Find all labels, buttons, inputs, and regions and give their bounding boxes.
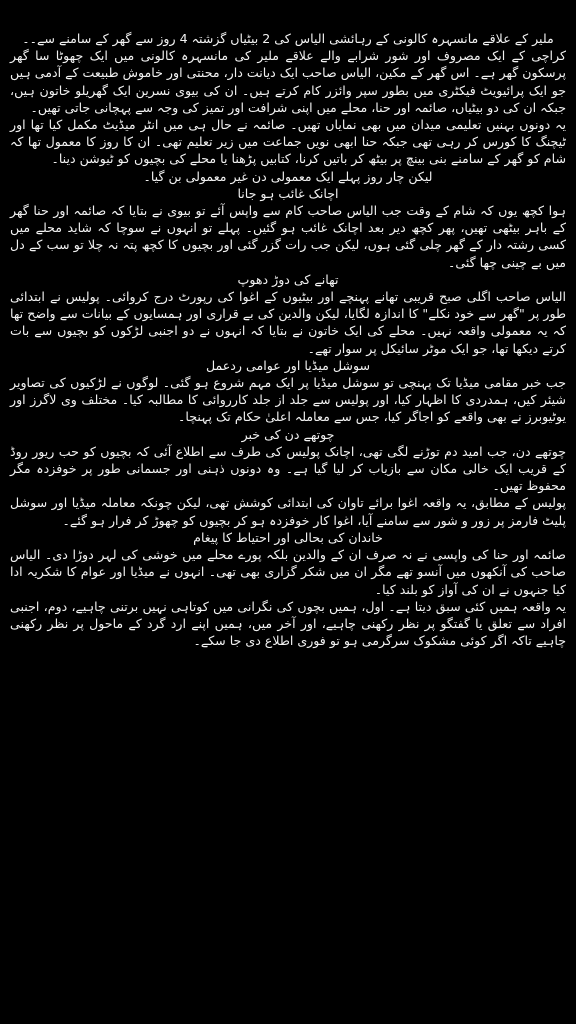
section-heading: اچانک غائب ہو جانا — [237, 185, 339, 201]
section-paragraph: پولیس کے مطابق، یہ واقعہ اغوا برائے تاوان کی ابتدائی کوشش تھی، لیکن چونکہ معاملہ میڈیا اور سوشل پلیٹ فارمز پر زور و شور سے سامنے آیا، اغوا کار خوفزدہ ہو کر بچیوں کو چھوڑ کر فرار ہو گئے۔ — [10, 495, 566, 528]
section-paragraph: چوتھے دن، جب امید دم توڑنے لگی تھی، اچانک پولیس کی طرف سے اطلاع آئی کہ بچیوں کو حب ریور روڈ کے قریب ایک خالی مکان سے بازیاب کر لیا گیا ہے۔ وہ دونوں ذہنی اور جسمانی طور پر خوفزدہ مگر محفوظ تھیں۔ — [10, 443, 566, 494]
story-intro-closing-line: لیکن چار روز پہلے ایک معمولی دن غیر معمولی بن گیا۔ — [143, 168, 433, 184]
section-paragraph: ہوا کچھ یوں کہ شام کے وقت جب الیاس صاحب کام سے واپس آئے تو بیوی نے بتایا کہ صائمہ اور حنا گھر کے باہر بیٹھی تھیں، پھر کچھ دیر بعد اچانک غائب ہو گئیں۔ پہلے تو انہوں نے سوچا کہ شاید محلے میں کسی رشتہ دار کے گھر چلی گئی ہوں، لیکن جب رات گزر گئی اور بچیوں کا کچھ پتہ نہ چلا تو سب کے دل میں بے چینی چھا گئی۔ — [10, 203, 566, 270]
section-heading: سوشل میڈیا اور عوامی ردعمل — [205, 357, 371, 373]
section-heading: خاندان کی بحالی اور احتیاط کا پیغام — [193, 529, 383, 545]
section-heading: چوتھے دن کی خبر — [241, 426, 335, 442]
section-paragraph: صائمہ اور حنا کی واپسی نے نہ صرف ان کے والدین بلکہ پورے محلے میں خوشی کی لہر دوڑا دی۔ الیاس صاحب کی آنکھوں میں آنسو تھے مگر ان میں شکر گزاری بھی تھی۔ انہوں نے میڈیا اور عوام کا شکریہ ادا کیا جنہوں نے ان کی آواز کو بلند کیا۔ — [10, 547, 566, 597]
section-paragraph: الیاس صاحب اگلی صبح قریبی تھانے پہنچے اور بیٹیوں کے اغوا کی رپورٹ درج کروائی۔ پولیس نے ابتدائی طور پر "گھر سے خود نکلے" کا اندازہ لگایا، لیکن والدین کی بے قراری اور ہمسایوں کے بیانات سے واضح تھا کہ یہ معمولی واقعہ نہیں۔ محلے کی ایک خاتون نے بتایا کہ انہوں نے دو اجنبی لڑکوں کو بچیوں سے بات کرتے دیکھا تھا، جو ایک موٹر سائیکل پر سوار تھے۔ — [10, 289, 566, 356]
section-paragraph: جب خبر مقامی میڈیا تک پہنچی تو سوشل میڈیا پر ایک مہم شروع ہو گئی۔ لوگوں نے لڑکیوں کی تصاویر شیئر کیں، ہمدردی کا اظہار کیا، اور پولیس سے جلد از جلد کارروائی کا مطالبہ کیا۔ مختلف وی لاگرز اور یوٹیوبرز نے بھی واقعے کو اجاگر کیا، جس سے معاملہ اعلیٰ حکام تک پہنچا۔ — [10, 375, 566, 425]
section-paragraph: یہ واقعہ ہمیں کئی سبق دیتا ہے۔ اول، ہمیں بچوں کی نگرانی میں کوتاہی نہیں برتنی چاہیے، دوم، اجنبی افراد سے تعلق یا گفتگو پر نظر رکھنی چاہیے، اور آخر میں، ہمیں اپنے ارد گرد کے ماحول پر نظر رکھنی چاہیے تاکہ اگر کوئی مشکوک سرگرمی ہو تو فوری اطلاع دی جا سکے۔ — [10, 598, 566, 649]
story-intro-paragraph: یہ دونوں بہنیں تعلیمی میدان میں بھی نمایاں تھیں۔ صائمہ نے حال ہی میں انٹر میڈیٹ مکمل کیا تھا اور ٹیچنگ کا کورس کر رہی تھی جبکہ حنا ابھی نویں جماعت میں زیر تعلیم تھی۔ ان کا روز کا معمول تھا کہ شام کو گھر کے سامنے بنی بینچ پر بیٹھ کر باتیں کرنا، کتابیں پڑھنا یا محلے کی بچیوں کو ٹیوشن دینا۔ — [10, 117, 566, 167]
section-heading: تھانے کی دوڑ دھوپ — [237, 271, 339, 287]
story-intro-paragraph: کراچی کے ایک مصروف اور شور شرابے والے علاقے ملیر کی مانسہرہ کالونی میں ایک چھوٹا سا گھر پرسکون گھر ہے۔ اس گھر کے مکین، الیاس صاحب ایک دیانت دار، محنتی اور خاموش طبیعت کے آدمی ہیں جو ایک پرائیویٹ فیکٹری میں بطور سپر وائزر کام کرتے ہیں۔ ان کی بیوی نسرین ایک گھریلو خاتون ہیں، جبکہ ان کی دو بیٹیاں، صائمہ اور حنا، محلے میں اپنی شرافت اور تمیز کی وجہ سے پہچانی جاتی تھیں۔ — [10, 48, 566, 115]
story-intro-headline: ملیر کے علاقے مانسہرہ کالونی کے رہائشی الیاس کی 2 بیٹیاں گزشتہ 4 روز سے گھر کے سامنے سے۔۔ — [22, 31, 554, 46]
